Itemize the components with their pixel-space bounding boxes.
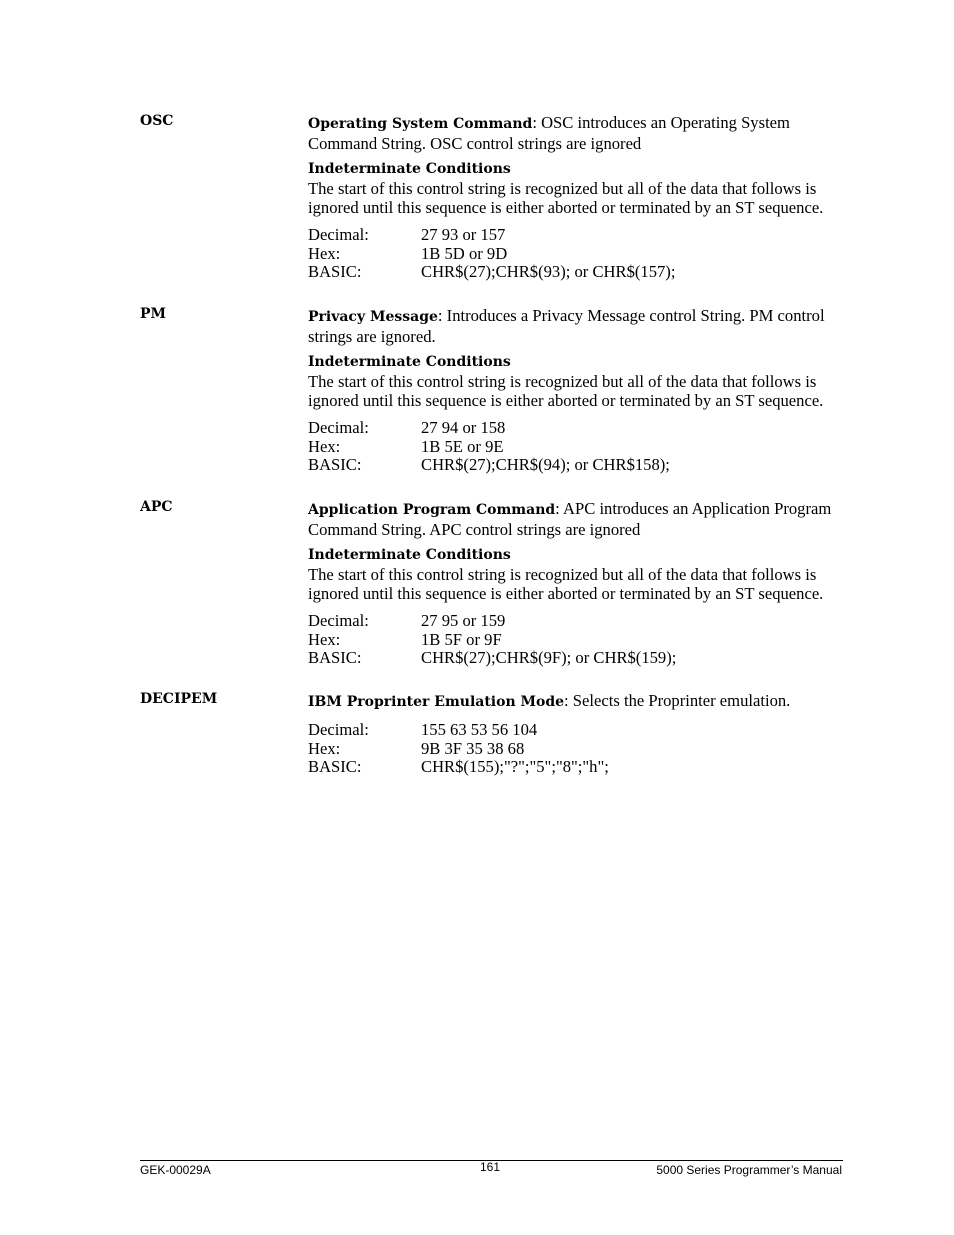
hex-label: Hex:	[308, 243, 341, 263]
entry-description	[308, 499, 838, 539]
footer-doc-id: GEK-00029A	[140, 1163, 211, 1177]
entry-code: APC	[140, 499, 173, 515]
hex-value: 1B 5D or 9D	[421, 243, 508, 263]
indeterminate-text: The start of this control string is recognized but all of the data that follows is ignored until this sequence is either aborted or terminated by an ST sequence.	[308, 372, 824, 410]
basic-value: CHR$(27);CHR$(9F); or CHR$(159);	[421, 648, 677, 667]
decimal-label: Decimal:	[308, 225, 369, 244]
entry-body	[308, 306, 838, 474]
decimal-row	[308, 611, 838, 630]
indeterminate-conditions	[308, 546, 838, 603]
decimal-label: Decimal:	[308, 720, 369, 739]
decimal-row	[308, 418, 838, 437]
code-values	[308, 720, 838, 776]
entry-title: Operating System Command	[308, 116, 533, 132]
hex-value: 9B 3F 35 38 68	[421, 738, 525, 758]
footer-manual-title: 5000 Series Programmer’s Manual	[656, 1163, 842, 1177]
indeterminate-text: The start of this control string is recognized but all of the data that follows is ignored until this sequence is either aborted or terminated by an ST sequence.	[308, 179, 824, 217]
decimal-row	[308, 720, 838, 739]
basic-value: CHR$(155);"?";"5";"8";"h";	[421, 757, 609, 776]
decimal-value: 155 63 53 56 104	[421, 720, 538, 739]
entry-body	[308, 113, 838, 281]
page-number: 161	[480, 1160, 501, 1174]
hex-value: 1B 5E or 9E	[421, 436, 504, 456]
basic-row	[308, 648, 838, 667]
basic-row	[308, 455, 838, 474]
entry-body	[308, 499, 838, 667]
indeterminate-conditions	[308, 353, 838, 410]
decimal-label: Decimal:	[308, 611, 369, 630]
hex-label: Hex:	[308, 629, 341, 649]
hex-row	[308, 739, 838, 758]
indeterminate-title: Indeterminate Conditions	[308, 547, 511, 563]
decimal-value: 27 93 or 157	[421, 225, 506, 244]
entry-code: OSC	[140, 113, 174, 129]
hex-label: Hex:	[308, 738, 341, 758]
entry-code: DECIPEM	[140, 691, 218, 707]
basic-label: BASIC:	[308, 648, 362, 667]
code-values	[308, 418, 838, 474]
basic-row	[308, 262, 838, 281]
hex-value: 1B 5F or 9F	[421, 629, 502, 649]
entry-body	[308, 691, 838, 776]
entry-description	[308, 306, 838, 346]
entry-description	[308, 113, 838, 153]
decimal-row	[308, 225, 838, 244]
entry-desc-text: : OSC introduces an Operating System Command String. OSC control strings are ignored	[308, 113, 790, 153]
hex-row	[308, 244, 838, 263]
code-values	[308, 611, 838, 667]
hex-row	[308, 630, 838, 649]
decimal-value: 27 95 or 159	[421, 611, 506, 630]
code-values	[308, 225, 838, 281]
basic-row	[308, 757, 838, 776]
entry-description	[308, 691, 838, 712]
basic-label: BASIC:	[308, 262, 362, 281]
basic-label: BASIC:	[308, 757, 362, 776]
indeterminate-title: Indeterminate Conditions	[308, 161, 511, 177]
indeterminate-title: Indeterminate Conditions	[308, 354, 511, 370]
indeterminate-conditions	[308, 160, 838, 217]
entry-desc-text: : APC introduces an Application Program Command String. APC control strings are ignored	[308, 499, 832, 539]
entry-desc-text: : Selects the Proprinter emulation.	[564, 691, 791, 710]
entry-title: Application Program Command	[308, 502, 556, 518]
decimal-value: 27 94 or 158	[421, 418, 506, 437]
entry-desc-text: : Introduces a Privacy Message control String. PM control strings are ignored.	[308, 306, 825, 346]
hex-row	[308, 437, 838, 456]
basic-value: CHR$(27);CHR$(94); or CHR$158);	[421, 455, 670, 474]
entry-title: Privacy Message	[308, 309, 438, 325]
entry-code: PM	[140, 306, 167, 322]
indeterminate-text: The start of this control string is recognized but all of the data that follows is ignored until this sequence is either aborted or terminated by an ST sequence.	[308, 565, 824, 603]
hex-label: Hex:	[308, 436, 341, 456]
entry-title: IBM Proprinter Emulation Mode	[308, 694, 565, 710]
decimal-label: Decimal:	[308, 418, 369, 437]
basic-value: CHR$(27);CHR$(93); or CHR$(157);	[421, 262, 676, 281]
basic-label: BASIC:	[308, 455, 362, 474]
